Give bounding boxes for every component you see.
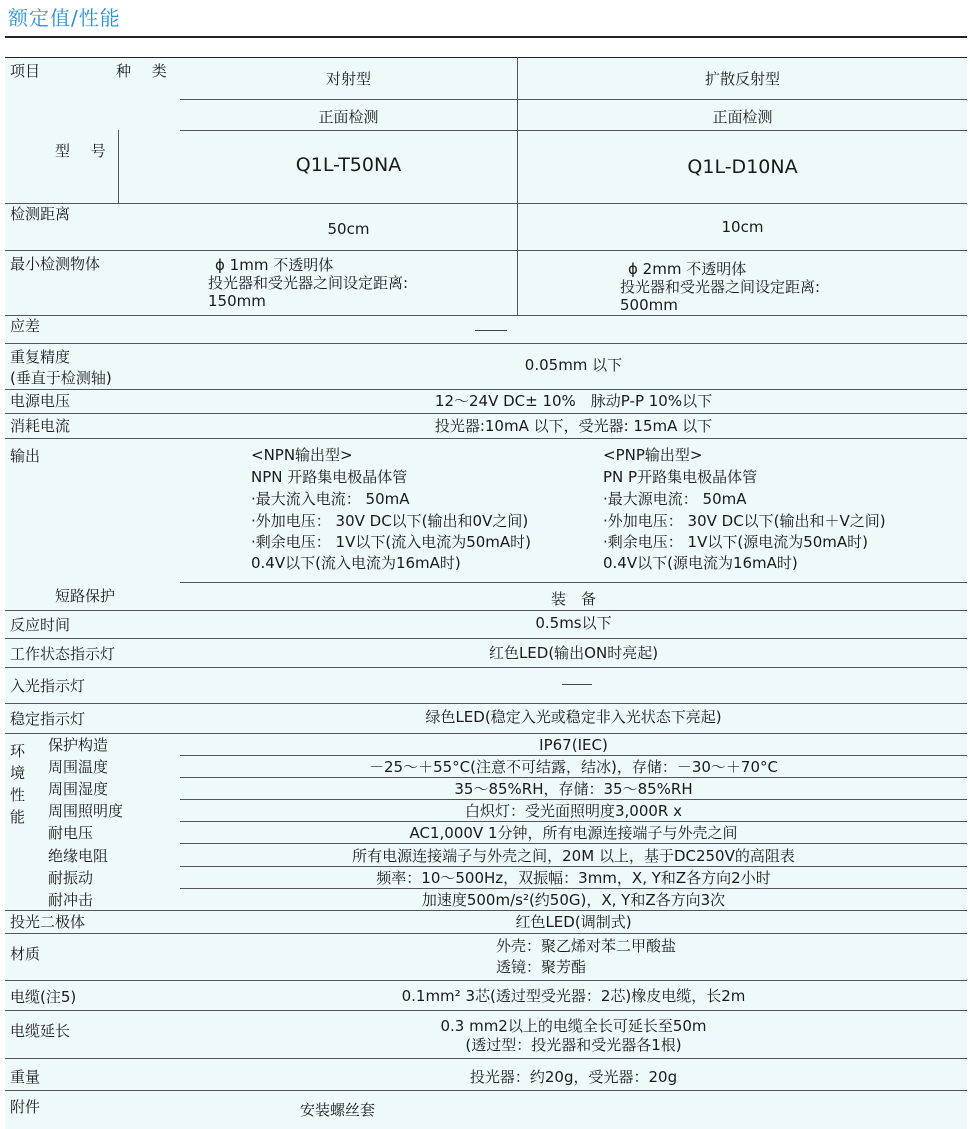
row-divider <box>5 315 967 316</box>
env-item-label: 耐电压 <box>48 824 94 842</box>
cable-value: 0.1mm² 3芯(透过型受光器：2芯)橡皮电缆，长2m <box>401 987 746 1005</box>
row-divider <box>180 843 967 844</box>
accessory-value: 安装螺丝套 <box>300 1101 376 1119</box>
row-divider <box>5 933 967 934</box>
env-item-label: 周围湿度 <box>48 780 109 798</box>
header-divider <box>180 99 967 100</box>
model-label: 型 号 <box>55 142 114 160</box>
short-label: 短路保护 <box>55 587 116 605</box>
cable-label: 电缆(注5) <box>10 988 77 1006</box>
env-item-value: 35～85%RH，存储：35～85%RH <box>454 780 693 798</box>
hysteresis-not-applicable <box>475 330 507 331</box>
pnp-line: ·剩余电压： 1V以下(源电流为50mA时) <box>603 533 869 551</box>
material-line2: 透镜：聚芳酯 <box>496 958 587 976</box>
diode-value: 红色LED(调制式) <box>515 913 632 931</box>
row-divider <box>180 799 967 800</box>
npn-line: ·外加电压： 30V DC以下(输出和0V之间) <box>251 512 529 530</box>
model-divider <box>118 130 119 203</box>
cable-ext-line1: 0.3 mm2以上的电缆全长可延长至50m <box>440 1017 707 1035</box>
weight-label: 重量 <box>10 1068 41 1086</box>
current-value: 投光器:10mA 以下，受光器: 15mA 以下 <box>434 417 713 435</box>
pnp-line: <PNP输出型> <box>603 446 703 464</box>
row-divider <box>5 980 967 981</box>
kind-label: 种 类 <box>116 62 175 80</box>
env-item-label: 周围温度 <box>48 758 109 776</box>
pnp-line: 0.4V以下(源电流为16mA时) <box>603 554 798 572</box>
env-item-value: AC1,000V 1分钟，所有电源连接端子与外壳之间 <box>409 824 738 842</box>
env-item-label: 周围照明度 <box>48 802 124 820</box>
material-label: 材质 <box>10 945 41 963</box>
npn-line: 0.4V以下(流入电流为16mA时) <box>251 554 461 572</box>
pnp-line: ·外加电压： 30V DC以下(输出和＋V之间) <box>603 512 886 530</box>
stable-indicator-label: 稳定指示灯 <box>10 710 86 728</box>
pnp-line: ·最大源电流： 50mA <box>603 490 747 508</box>
response-value: 0.5ms以下 <box>535 614 612 632</box>
distance-label: 检测距离 <box>10 205 71 223</box>
row-divider <box>5 610 967 611</box>
col1-type: 对射型 <box>325 70 371 88</box>
voltage-value: 12～24V DC± 10% 脉动P-P 10%以下 <box>434 392 713 410</box>
row-divider <box>5 667 967 668</box>
weight-value: 投光器：约20g，受光器：20g <box>469 1068 678 1086</box>
env-item-label: 绝缘电阻 <box>48 847 109 865</box>
min-object-col2-line1: ϕ 2mm 不透明体 <box>628 260 747 278</box>
env-item-value: 白炽灯：受光面照明度3,000R x <box>464 802 682 820</box>
npn-line: NPN 开路集电极晶体管 <box>251 468 408 486</box>
row-divider <box>5 250 967 251</box>
output-label: 输出 <box>10 447 41 465</box>
env-item-label: 耐冲击 <box>48 891 94 909</box>
light-indicator-label: 入光指示灯 <box>10 677 86 695</box>
distance-col1: 50cm <box>327 220 370 238</box>
row-divider <box>5 203 967 204</box>
env-group-char: 境 <box>10 764 26 782</box>
stable-indicator-value: 绿色LED(稳定入光或稳定非入光状态下亮起) <box>425 708 722 726</box>
row-divider <box>180 755 967 756</box>
item-label: 项目 <box>10 62 41 80</box>
table-top-border <box>5 57 967 58</box>
repeat-value: 0.05mm 以下 <box>524 356 623 374</box>
short-value: 装 备 <box>550 590 596 608</box>
row-divider <box>5 703 967 704</box>
cable-ext-label: 电缆延长 <box>10 1022 71 1040</box>
min-object-col1-line3: 150mm <box>208 292 266 310</box>
row-divider <box>5 1010 967 1011</box>
pnp-line: PN P开路集电极晶体管 <box>603 468 758 486</box>
row-divider <box>5 1058 967 1059</box>
env-item-value: 加速度500m/s²(约50G)，X, Y和Z各方向3次 <box>421 891 726 909</box>
env-group-char: 环 <box>10 742 26 760</box>
row-divider <box>5 1090 967 1091</box>
row-divider <box>180 866 967 867</box>
env-item-value: 所有电源连接端子与外壳之间，20M 以上，基于DC250V的高阻表 <box>352 847 795 865</box>
min-object-label: 最小检测物体 <box>10 255 101 273</box>
hysteresis-label: 应差 <box>10 317 41 335</box>
diode-label: 投光二极体 <box>10 913 86 931</box>
row-divider <box>5 438 967 439</box>
env-item-value: －25～＋55°C(注意不可结露，结冰)，存储：－30～＋70°C <box>368 758 778 776</box>
col1-detect: 正面检测 <box>318 108 379 126</box>
voltage-label: 电源电压 <box>10 392 71 410</box>
response-label: 反应时间 <box>10 616 71 634</box>
repeat-label-1: 重复精度 <box>10 348 71 366</box>
env-group-char: 能 <box>10 808 26 826</box>
distance-col2: 10cm <box>721 218 764 236</box>
material-line1: 外壳：聚乙烯对苯二甲酸盐 <box>496 937 677 955</box>
op-indicator-value: 红色LED(输出ON时亮起) <box>488 644 659 662</box>
min-object-col1-line2: 投光器和受光器之间设定距离: <box>208 274 409 292</box>
cable-ext-line2: (透过型：投光器和受光器各1根) <box>465 1036 682 1054</box>
row-divider <box>5 910 967 911</box>
row-divider <box>5 638 967 639</box>
min-object-col1-line1: ϕ 1mm 不透明体 <box>215 256 334 274</box>
row-divider <box>180 821 967 822</box>
op-indicator-label: 工作状态指示灯 <box>10 645 116 663</box>
npn-line: ·最大流入电流： 50mA <box>251 490 410 508</box>
light-indicator-not-applicable <box>562 684 592 685</box>
row-divider <box>5 389 967 390</box>
col2-model: Q1L-D10NA <box>687 156 798 178</box>
row-divider <box>180 582 967 583</box>
row-divider <box>180 888 967 889</box>
env-item-value: IP67(IEC) <box>539 736 608 754</box>
repeat-label-2: (垂直于检测轴) <box>10 369 112 387</box>
env-item-label: 保护构造 <box>48 736 109 754</box>
header-divider <box>180 130 967 131</box>
row-divider <box>180 777 967 778</box>
col2-type: 扩散反射型 <box>704 70 780 88</box>
min-object-col2-line2: 投光器和受光器之间设定距离: <box>620 278 821 296</box>
title-underline <box>5 36 967 38</box>
row-divider <box>5 733 967 734</box>
accessory-label: 附件 <box>10 1098 41 1116</box>
col2-detect: 正面检测 <box>712 108 773 126</box>
current-label: 消耗电流 <box>10 417 71 435</box>
row-divider <box>5 413 967 414</box>
env-group-char: 性 <box>10 786 26 804</box>
env-item-value: 频率：10～500Hz，双振幅：3mm，X, Y和Z各方向2小时 <box>376 869 771 887</box>
page-title: 额定值/性能 <box>8 6 121 30</box>
npn-line: <NPN输出型> <box>251 446 353 464</box>
npn-line: ·剩余电压： 1V以下(流入电流为50mA时) <box>251 533 532 551</box>
min-object-col2-line3: 500mm <box>620 296 678 314</box>
env-item-label: 耐振动 <box>48 869 94 887</box>
col1-model: Q1L-T50NA <box>295 154 402 176</box>
row-divider <box>5 343 967 344</box>
